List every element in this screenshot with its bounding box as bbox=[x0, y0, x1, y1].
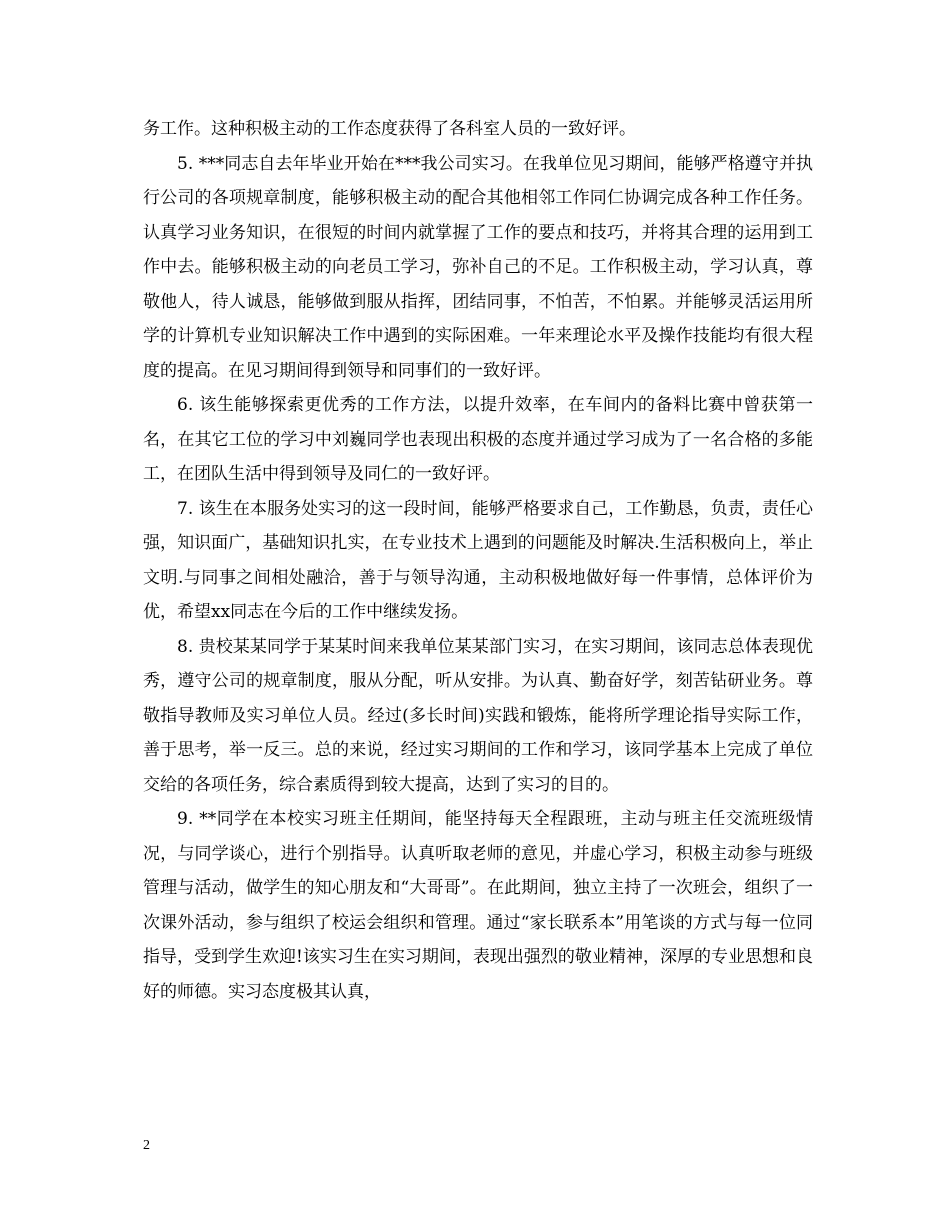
paragraph-continued bbox=[143, 112, 813, 147]
paragraph-text: 该生在本服务处实习的这一段时间，能够严格要求自己，工作勤恳，负责，责任心强，知识面广，基础知识扎实，在专业技术上遇到的问题能及时解决.生活积极向上，举止文明.与同事之间相处融洽，善于与领导沟通，主动积极地做好每一件事情，总体评价为优，希望xx同志在今后的工作中继续发扬。 bbox=[143, 498, 814, 622]
paragraph-5 bbox=[143, 147, 813, 389]
paragraph-number: 5. bbox=[177, 153, 199, 174]
paragraph-number: 6. bbox=[177, 395, 200, 415]
paragraph-text: 该生能够探索更优秀的工作方法，以提升效率，在车间内的备料比赛中曾获第一名，在其它工位的学习中刘巍同学也表现出积极的态度并通过学习成为了一名合格的多能工，在团队生活中得到领导及同仁的一致好评。 bbox=[143, 395, 814, 484]
paragraph-text: 贵校某某同学于某某时间来我单位某某部门实习，在实习期间，该同志总体表现优秀，遵守公司的规章制度，服从分配，听从安排。为认真、勤奋好学，刻苦钻研业务。尊敬指导教师及实习单位人员。经过(多长时间)实践和锻炼，能将所学理论指导实际工作，善于思考，举一反三。总的来说，经过实习期间的工作和学习，该同学基本上完成了单位交给的各项任务，综合素质得到较大提高，达到了实习的目的。 bbox=[143, 636, 814, 795]
document-body bbox=[143, 112, 813, 1009]
paragraph-number: 8. bbox=[177, 636, 199, 657]
paragraph-8 bbox=[143, 630, 813, 803]
paragraph-6 bbox=[143, 388, 813, 492]
paragraph-text: 务工作。这种积极主动的工作态度获得了各科室人员的一致好评。 bbox=[143, 119, 636, 139]
paragraph-text: **同学在本校实习班主任期间，能坚持每天全程跟班，主动与班主任交流班级情况，与同学谈心，进行个别指导。认真听取老师的意见，并虚心学习，积极主动参与班级管理与活动，做学生的知心朋友和“大哥哥”。在此期间，独立主持了一次班会，组织了一次课外活动，参与组织了校运会组织和管理。通过“家长联系本”用笔谈的方式与每一位同指导，受到学生欢迎!该实习生在实习期间，表现出强烈的敬业精神，深厚的专业思想和良好的师德。实习态度极其认真， bbox=[143, 809, 814, 1002]
page-number: 2 bbox=[143, 1138, 150, 1153]
paragraph-number: 9. bbox=[177, 809, 200, 829]
paragraph-number: 7. bbox=[177, 498, 199, 519]
paragraph-text: ***同志自去年毕业开始在***我公司实习。在我单位见习期间，能够严格遵守并执行公司的各项规章制度，能够积极主动的配合其他相邻工作同仁协调完成各种工作任务。认真学习业务知识，在很短的时间内就掌握了工作的要点和技巧，并将其合理的运用到工作中去。能够积极主动的向老员工学习，弥补自己的不足。工作积极主动，学习认真，尊敬他人，待人诚恳，能够做到服从指挥，团结同事，不怕苦，不怕累。并能够灵活运用所学的计算机专业知识解决工作中遇到的实际困难。一年来理论水平及操作技能均有很大程度的提高。在见习期间得到领导和同事们的一致好评。 bbox=[143, 153, 814, 381]
paragraph-9 bbox=[143, 802, 813, 1009]
paragraph-7 bbox=[143, 492, 813, 630]
